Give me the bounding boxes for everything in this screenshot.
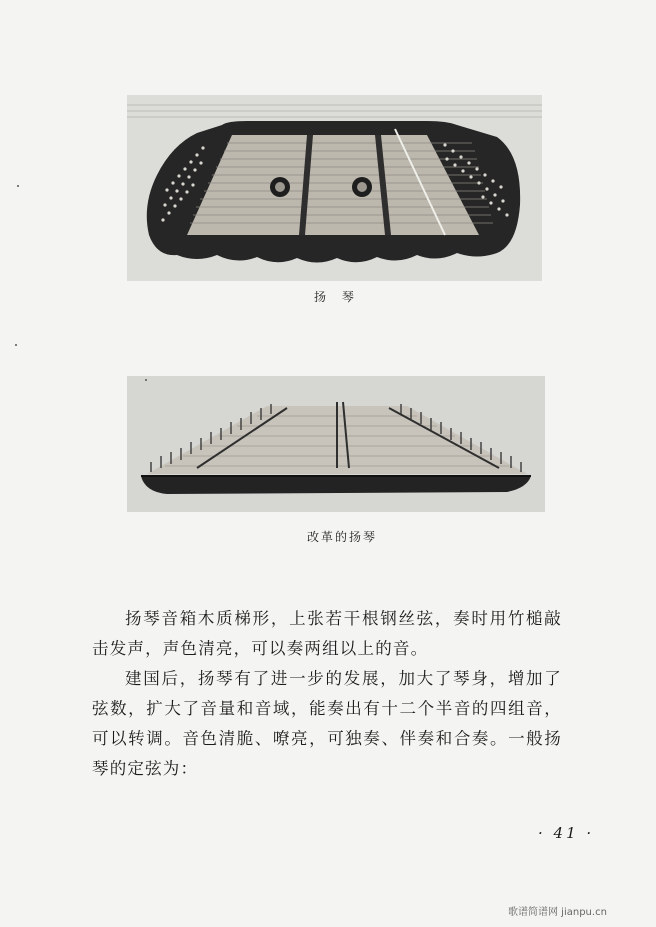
- reformed-yangqin-illustration: [127, 376, 545, 512]
- page-number: · 41 ·: [538, 824, 595, 842]
- reformed-yangqin-photo: [127, 376, 545, 512]
- body-paragraph: 建国后，扬琴有了进一步的发展，加大了琴身，增加了弦数，扩大了音量和音域，能奏出有十二个半音的四组音，可以转调。音色清脆、嘹亮，可独奏、伴奏和合奏。一般扬琴的定弦为：: [92, 668, 562, 778]
- scan-speck: [15, 344, 17, 346]
- scan-speck: [17, 185, 19, 187]
- yangqin-photo: [127, 95, 542, 281]
- body-paragraph: 扬琴音箱木质梯形，上张若干根钢丝弦，奏时用竹槌敲击发声，声色清亮，可以奏两组以上的音。: [92, 608, 562, 658]
- scan-speck: [145, 379, 147, 381]
- figure-caption-yangqin: 扬 琴: [314, 290, 360, 304]
- figure-caption-reformed-yangqin: 改革的扬琴: [307, 530, 378, 544]
- yangqin-illustration: [127, 95, 542, 281]
- site-watermark: 歌谱简谱网 jianpu.cn: [508, 907, 607, 918]
